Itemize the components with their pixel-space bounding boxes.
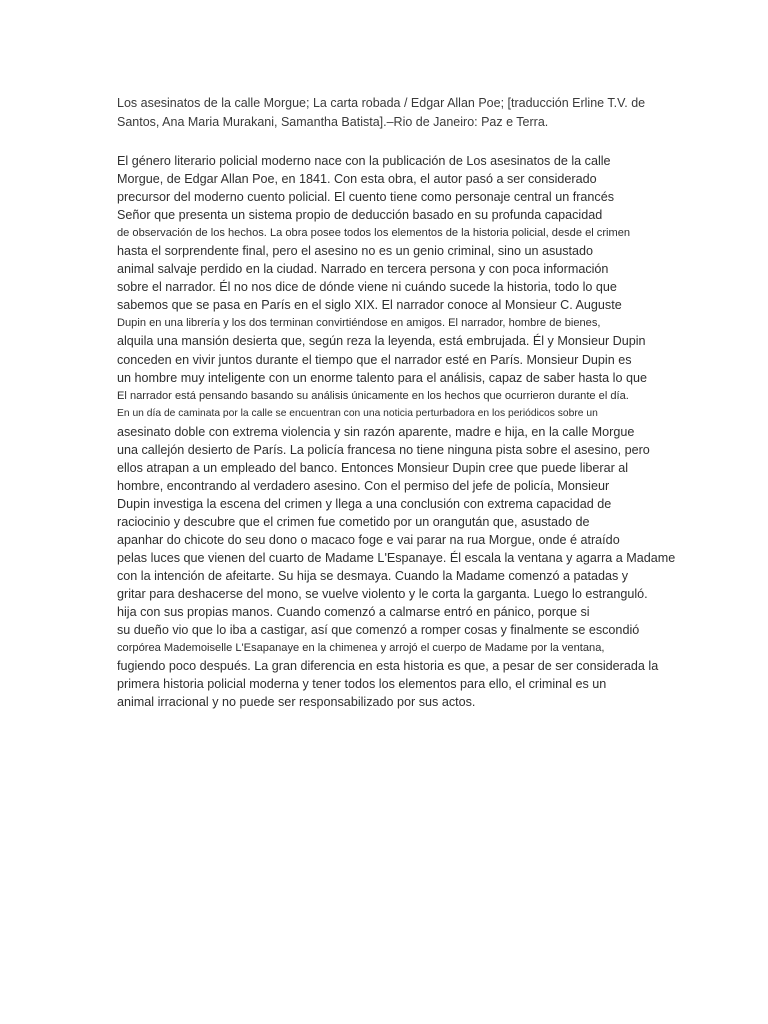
paragraph-line: gritar para deshacerse del mono, se vuelve violento y le corta la garganta. Luego lo estranguló. [117, 587, 648, 602]
paragraph-line: conceden en vivir juntos durante el tiempo que el narrador esté en París. Monsieur Dupin es [117, 352, 632, 367]
paragraph-line: hasta el sorprendente final, pero el asesino no es un genio criminal, sino un asustado [117, 244, 594, 259]
paragraph-line: animal irracional y no puede ser responsabilizado por sus actos. [117, 695, 476, 710]
citation-line: Santos, Ana Maria Murakani, Samantha Batista].–Rio de Janeiro: Paz e Terra. [117, 115, 549, 129]
paragraph-line: precursor del moderno cuento policial. El cuento tiene como personaje central un francés [117, 190, 615, 205]
paragraph-line: su dueño vio que lo iba a castigar, así que comenzó a romper cosas y finalmente se escondió [117, 623, 640, 638]
paragraph-line: alquila una mansión desierta que, según reza la leyenda, está embrujada. Él y Monsieur Dupin [117, 334, 646, 349]
citation-line: Los asesinatos de la calle Morgue; La carta robada / Edgar Allan Poe; [traducción Erline T.V. de [117, 96, 646, 110]
paragraph-line: raciocinio y descubre que el crimen fue cometido por un orangután que, asustado de [117, 514, 590, 529]
paragraph-line: ellos atrapan a un empleado del banco. Entonces Monsieur Dupin cree que puede liberar al [117, 460, 629, 475]
paragraph-line: En un día de caminata por la calle se encuentran con una noticia perturbadora en los periódicos sobre un [117, 407, 598, 419]
paragraph-line: fugiendo poco después. La gran diferencia en esta historia es que, a pesar de ser considerada la [117, 659, 659, 674]
paragraph-line: hija con sus propias manos. Cuando comenzó a calmarse entró en pánico, porque si [117, 605, 590, 620]
paragraph-line: corpórea Mademoiselle L'Esapanaye en la chimenea y arrojó el cuerpo de Madame por la ventana, [117, 642, 605, 655]
paragraph-line: animal salvaje perdido en la ciudad. Narrado en tercera persona y con poca información [117, 262, 609, 277]
summary-paragraph [117, 152, 676, 711]
paragraph-line: Morgue, de Edgar Allan Poe, en 1841. Con esta obra, el autor pasó a ser considerado [117, 172, 597, 187]
paragraph-line: apanhar do chicote do seu dono o macaco foge e vai parar na rua Morgue, onde é atraído [117, 532, 620, 547]
paragraph-line: Dupin en una librería y los dos terminan convirtiéndose en amigos. El narrador, hombre de bienes, [117, 317, 601, 330]
paragraph-line: una callejón desierto de París. La policía francesa no tiene ninguna pista sobre el asesino, pero [117, 442, 650, 457]
paragraph-line: pelas luces que vienen del cuarto de Madame L'Espanaye. Él escala la ventana y agarra a Madame [117, 551, 676, 566]
paragraph-line: asesinato doble con extrema violencia y sin razón aparente, madre e hija, en la calle Morgue [117, 424, 635, 439]
paragraph-line: El narrador está pensando basando su análisis únicamente en los hechos que ocurrieron durante el día. [117, 389, 629, 402]
paragraph-line: sobre el narrador. Él no nos dice de dónde viene ni cuándo sucede la historia, todo lo que [117, 280, 617, 295]
paragraph-line: un hombre muy inteligente con un enorme talento para el análisis, capaz de saber hasta lo que [117, 370, 647, 385]
paragraph-line: primera historia policial moderna y tener todos los elementos para ello, el criminal es un [117, 677, 607, 692]
paragraph-line: con la intención de afeitarte. Su hija se desmaya. Cuando la Madame comenzó a patadas y [117, 569, 629, 584]
bibliographic-citation [117, 94, 657, 132]
paragraph-line: sabemos que se pasa en París en el siglo XIX. El narrador conoce al Monsieur C. Auguste [117, 298, 622, 313]
paragraph-line: de observación de los hechos. La obra posee todos los elementos de la historia policial, desde el crimen [117, 227, 631, 240]
paragraph-line: El género literario policial moderno nace con la publicación de Los asesinatos de la calle [117, 154, 611, 168]
paragraph-line: Señor que presenta un sistema propio de deducción basado en su profunda capacidad [117, 208, 603, 223]
paragraph-line: Dupin investiga la escena del crimen y llega a una conclusión con extrema capacidad de [117, 496, 612, 511]
paragraph-line: hombre, encontrando al verdadero asesino. Con el permiso del jefe de policía, Monsieur [117, 478, 610, 493]
